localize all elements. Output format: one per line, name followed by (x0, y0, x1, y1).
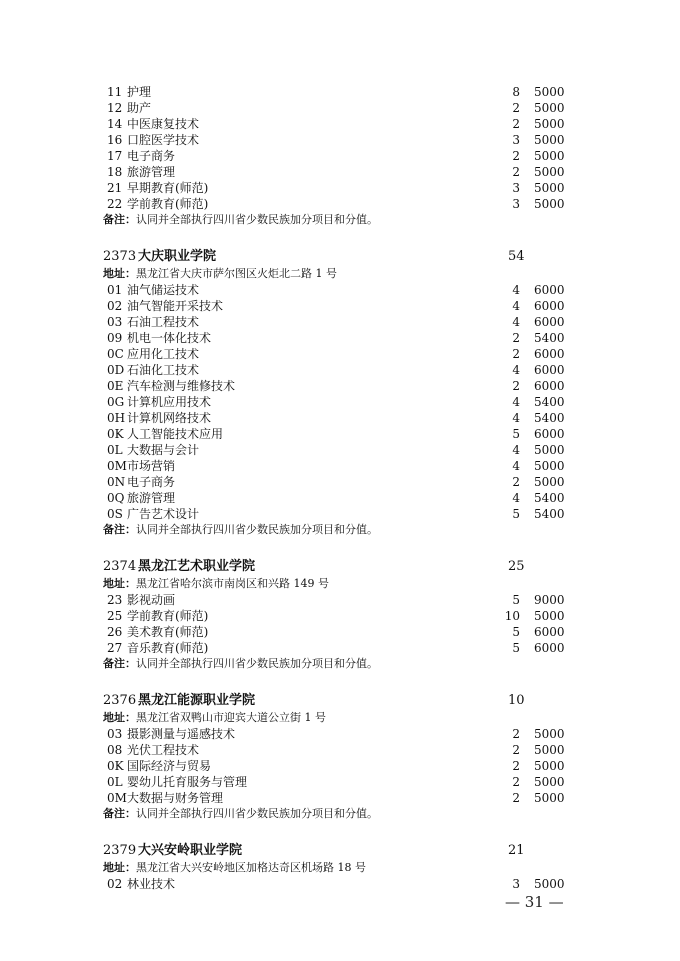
program-fee: 5000 (534, 101, 565, 115)
program-code: 16 (107, 133, 123, 147)
program-name: 广告艺术设计 (127, 507, 200, 521)
program-row (0, 116, 680, 132)
page-number: — 31 — (505, 893, 564, 911)
remark-text: 认同并全部执行四川省少数民族加分项目和分值。 (136, 657, 378, 670)
program-count: 2 (512, 379, 520, 393)
program-code: 11 (107, 85, 123, 99)
remark-text: 认同并全部执行四川省少数民族加分项目和分值。 (136, 807, 378, 820)
remark-label: 备注： (103, 657, 136, 670)
program-code: 02 (107, 877, 123, 891)
program-row (0, 474, 680, 490)
program-row (0, 148, 680, 164)
program-count: 2 (512, 727, 520, 741)
address-text: 黑龙江省哈尔滨市南岗区和兴路 149 号 (136, 577, 329, 590)
program-code: 0C (107, 347, 124, 361)
program-count: 4 (512, 459, 520, 473)
program-name: 机电一体化技术 (127, 331, 212, 345)
program-row (0, 742, 680, 758)
program-count: 2 (512, 791, 520, 805)
address-text: 黑龙江省双鸭山市迎宾大道公立街 1 号 (136, 711, 326, 724)
program-name: 林业技术 (127, 877, 176, 891)
remark-line (0, 656, 680, 672)
document-body (0, 84, 680, 892)
program-code: 09 (107, 331, 123, 345)
program-code: 08 (107, 743, 123, 757)
program-name: 市场营销 (127, 459, 176, 473)
school-name: 黑龙江能源职业学院 (138, 693, 256, 708)
program-count: 2 (512, 475, 520, 489)
program-code: 17 (107, 149, 123, 163)
program-code: 26 (107, 625, 123, 639)
program-code: 0L (107, 775, 123, 789)
program-count: 4 (512, 395, 520, 409)
program-code: 0Q (107, 491, 125, 505)
program-code: 0M (107, 791, 127, 805)
program-row (0, 362, 680, 378)
program-fee: 5000 (534, 475, 565, 489)
school-code: 2373 (103, 249, 137, 264)
program-code: 23 (107, 593, 123, 607)
program-count: 3 (512, 877, 520, 891)
program-fee: 5000 (534, 775, 565, 789)
program-code: 03 (107, 315, 123, 329)
program-fee: 5000 (534, 459, 565, 473)
program-count: 2 (512, 775, 520, 789)
program-row (0, 282, 680, 298)
program-fee: 5400 (534, 331, 565, 345)
program-name: 油气储运技术 (127, 283, 200, 297)
school-address (0, 710, 680, 726)
program-fee: 6000 (534, 625, 565, 639)
program-name: 大数据与会计 (127, 443, 200, 457)
program-count: 4 (512, 283, 520, 297)
school-header (0, 247, 680, 266)
program-name: 旅游管理 (127, 165, 176, 179)
program-row (0, 876, 680, 892)
address-text: 黑龙江省大庆市萨尔图区火炬北二路 1 号 (136, 267, 337, 280)
remark-line (0, 806, 680, 822)
program-name: 婴幼儿托育服务与管理 (127, 775, 248, 789)
program-count: 4 (512, 411, 520, 425)
program-code: 0L (107, 443, 123, 457)
program-fee: 5000 (534, 181, 565, 195)
program-code: 0G (107, 395, 125, 409)
program-row (0, 298, 680, 314)
program-row (0, 100, 680, 116)
school-header (0, 841, 680, 860)
program-fee: 5000 (534, 133, 565, 147)
program-count: 2 (512, 331, 520, 345)
program-name: 护理 (127, 85, 152, 99)
school-total: 21 (508, 843, 525, 858)
program-name: 摄影测量与遥感技术 (127, 727, 236, 741)
program-count: 2 (512, 101, 520, 115)
program-count: 2 (512, 743, 520, 757)
program-count: 3 (512, 181, 520, 195)
program-count: 2 (512, 347, 520, 361)
program-code: 01 (107, 283, 123, 297)
program-count: 4 (512, 443, 520, 457)
program-row (0, 490, 680, 506)
program-code: 02 (107, 299, 123, 313)
program-name: 石油化工技术 (127, 363, 200, 377)
program-code: 0D (107, 363, 125, 377)
program-name: 影视动画 (127, 593, 176, 607)
program-row (0, 640, 680, 656)
program-row (0, 592, 680, 608)
program-name: 应用化工技术 (127, 347, 200, 361)
program-row (0, 180, 680, 196)
program-name: 大数据与财务管理 (127, 791, 224, 805)
program-count: 5 (512, 507, 520, 521)
program-code: 03 (107, 727, 123, 741)
program-count: 5 (512, 625, 520, 639)
program-code: 0E (107, 379, 124, 393)
remark-line (0, 522, 680, 538)
program-row (0, 426, 680, 442)
program-name: 助产 (127, 101, 152, 115)
school-code: 2374 (103, 559, 137, 574)
program-name: 美术教育(师范) (127, 625, 209, 639)
program-name: 学前教育(师范) (127, 197, 209, 211)
school-header (0, 557, 680, 576)
program-count: 4 (512, 491, 520, 505)
program-row (0, 726, 680, 742)
program-count: 5 (512, 427, 520, 441)
program-fee: 6000 (534, 283, 565, 297)
program-name: 电子商务 (127, 149, 176, 163)
program-row (0, 624, 680, 640)
program-fee: 5000 (534, 759, 565, 773)
program-row (0, 378, 680, 394)
program-row (0, 442, 680, 458)
program-fee: 5000 (534, 609, 565, 623)
program-code: 0K (107, 759, 124, 773)
program-code: 21 (107, 181, 123, 195)
program-row (0, 758, 680, 774)
remark-line (0, 212, 680, 228)
program-row (0, 346, 680, 362)
school-address (0, 266, 680, 282)
program-code: 25 (107, 609, 123, 623)
program-fee: 5000 (534, 877, 565, 891)
program-fee: 5000 (534, 197, 565, 211)
school-name: 大兴安岭职业学院 (138, 843, 243, 858)
program-row (0, 458, 680, 474)
program-row (0, 394, 680, 410)
program-count: 4 (512, 315, 520, 329)
program-fee: 5400 (534, 491, 565, 505)
program-fee: 5000 (534, 117, 565, 131)
program-name: 早期教育(师范) (127, 181, 209, 195)
program-row (0, 410, 680, 426)
program-fee: 5000 (534, 791, 565, 805)
program-count: 5 (512, 593, 520, 607)
program-fee: 5000 (534, 443, 565, 457)
school-name: 黑龙江艺术职业学院 (138, 559, 256, 574)
program-fee: 5400 (534, 411, 565, 425)
school-total: 25 (508, 559, 525, 574)
program-row (0, 196, 680, 212)
address-label: 地址： (103, 267, 136, 280)
school-total: 54 (508, 249, 525, 264)
program-fee: 5400 (534, 507, 565, 521)
program-row (0, 314, 680, 330)
address-text: 黑龙江省大兴安岭地区加格达奇区机场路 18 号 (136, 861, 366, 874)
program-name: 汽车检测与维修技术 (127, 379, 236, 393)
address-label: 地址： (103, 861, 136, 874)
program-code: 0N (107, 475, 126, 489)
program-name: 电子商务 (127, 475, 176, 489)
program-fee: 5000 (534, 85, 565, 99)
remark-label: 备注： (103, 213, 136, 226)
school-name: 大庆职业学院 (138, 249, 217, 264)
program-count: 3 (512, 197, 520, 211)
program-count: 8 (512, 85, 520, 99)
program-count: 4 (512, 299, 520, 313)
school-address (0, 860, 680, 876)
program-code: 0M (107, 459, 127, 473)
address-label: 地址： (103, 711, 136, 724)
program-fee: 5000 (534, 165, 565, 179)
program-name: 光伏工程技术 (127, 743, 200, 757)
program-name: 国际经济与贸易 (127, 759, 212, 773)
program-code: 18 (107, 165, 123, 179)
program-name: 旅游管理 (127, 491, 176, 505)
program-row (0, 84, 680, 100)
program-name: 计算机网络技术 (127, 411, 212, 425)
program-name: 石油工程技术 (127, 315, 200, 329)
program-count: 2 (512, 117, 520, 131)
program-row (0, 164, 680, 180)
program-count: 2 (512, 165, 520, 179)
program-fee: 5000 (534, 149, 565, 163)
school-address (0, 576, 680, 592)
program-code: 12 (107, 101, 123, 115)
program-count: 4 (512, 363, 520, 377)
program-fee: 5000 (534, 743, 565, 757)
program-count: 2 (512, 759, 520, 773)
program-count: 2 (512, 149, 520, 163)
school-total: 10 (508, 693, 525, 708)
address-label: 地址： (103, 577, 136, 590)
school-header (0, 691, 680, 710)
program-row (0, 132, 680, 148)
program-fee: 6000 (534, 641, 565, 655)
program-name: 计算机应用技术 (127, 395, 212, 409)
program-fee: 5400 (534, 395, 565, 409)
program-code: 14 (107, 117, 123, 131)
program-code: 0K (107, 427, 124, 441)
program-fee: 9000 (534, 593, 565, 607)
program-code: 27 (107, 641, 123, 655)
program-name: 中医康复技术 (127, 117, 200, 131)
program-fee: 6000 (534, 347, 565, 361)
program-fee: 6000 (534, 379, 565, 393)
program-count: 3 (512, 133, 520, 147)
program-row (0, 608, 680, 624)
program-row (0, 774, 680, 790)
program-code: 22 (107, 197, 123, 211)
remark-text: 认同并全部执行四川省少数民族加分项目和分值。 (136, 213, 378, 226)
program-fee: 6000 (534, 363, 565, 377)
program-row (0, 790, 680, 806)
program-name: 学前教育(师范) (127, 609, 209, 623)
remark-label: 备注： (103, 523, 136, 536)
program-name: 口腔医学技术 (127, 133, 200, 147)
program-fee: 6000 (534, 315, 565, 329)
program-code: 0S (107, 507, 123, 521)
remark-label: 备注： (103, 807, 136, 820)
school-code: 2376 (103, 693, 137, 708)
program-name: 人工智能技术应用 (127, 427, 224, 441)
school-code: 2379 (103, 843, 137, 858)
program-count: 10 (504, 609, 520, 623)
program-fee: 6000 (534, 299, 565, 313)
program-fee: 5000 (534, 727, 565, 741)
program-name: 音乐教育(师范) (127, 641, 209, 655)
program-code: 0H (107, 411, 126, 425)
program-fee: 6000 (534, 427, 565, 441)
remark-text: 认同并全部执行四川省少数民族加分项目和分值。 (136, 523, 378, 536)
program-name: 油气智能开采技术 (127, 299, 224, 313)
program-row (0, 506, 680, 522)
program-count: 5 (512, 641, 520, 655)
program-row (0, 330, 680, 346)
